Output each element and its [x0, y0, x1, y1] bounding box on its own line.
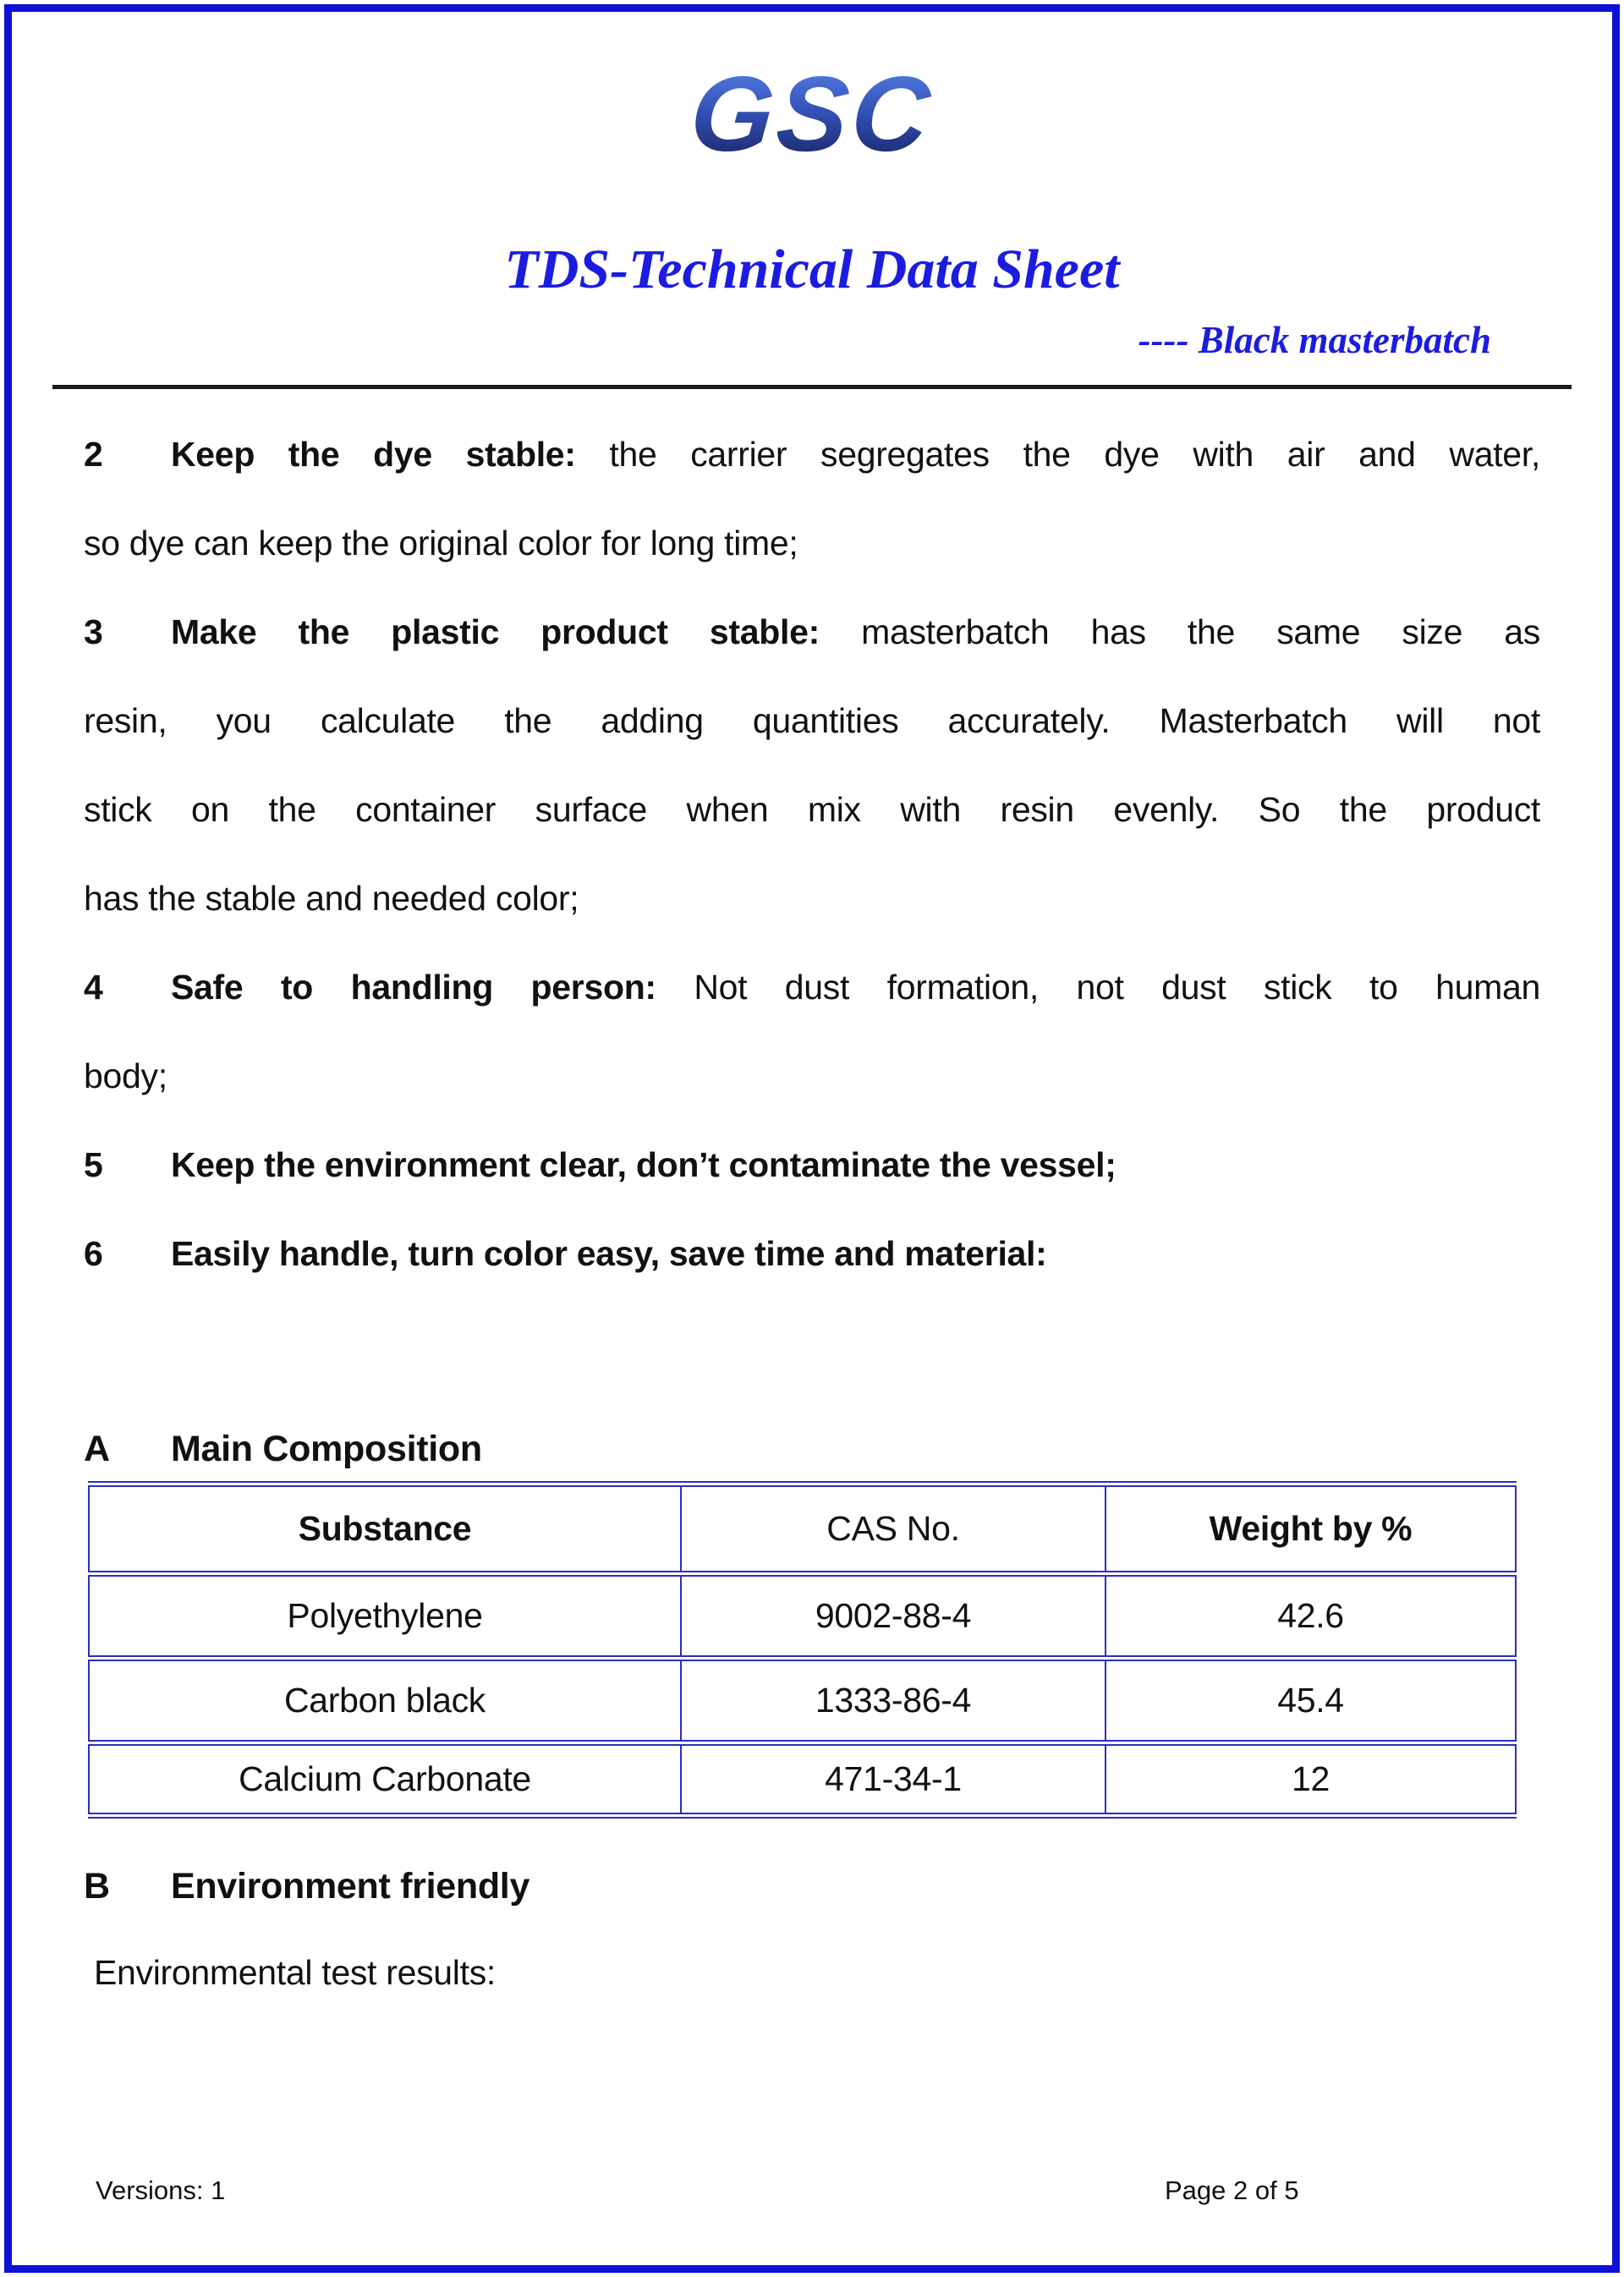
- item-number: 2: [84, 435, 103, 474]
- table-row: [89, 1574, 1516, 1659]
- table-cell-cas: 1333-86-4: [681, 1659, 1106, 1743]
- section-label: B: [84, 1866, 110, 1907]
- section-a-heading: [84, 1424, 1540, 1474]
- logo-container: [84, 54, 1540, 190]
- item-text: the carrier segregates the dye with air and water,: [575, 435, 1540, 474]
- header-divider: [52, 385, 1572, 389]
- item-number: 3: [84, 612, 103, 651]
- item-text: has the stable and needed color;: [84, 879, 579, 918]
- item-text: body;: [84, 1056, 167, 1095]
- section-label: A: [84, 1429, 110, 1469]
- page-footer: [96, 2175, 1528, 2206]
- table-cell-substance: Carbon black: [89, 1659, 681, 1743]
- item-text: so dye can keep the original color for long time;: [84, 524, 798, 562]
- table-header-weight: Weight by %: [1106, 1484, 1516, 1574]
- body-line: [84, 765, 1540, 854]
- item-heading: Keep the environment clear, don’t contaminate the vessel;: [171, 1145, 1116, 1184]
- table-cell-cas: 9002-88-4: [681, 1574, 1106, 1659]
- body-line: [84, 943, 1540, 1032]
- body-line: [84, 499, 1540, 588]
- table-cell-cas: 471-34-1: [681, 1743, 1106, 1816]
- body-line: [84, 410, 1540, 499]
- table-cell-weight: 12: [1106, 1743, 1516, 1816]
- body-line: [84, 1032, 1540, 1121]
- table-cell-substance: Polyethylene: [89, 1574, 681, 1659]
- section-title: Environment friendly: [171, 1866, 530, 1907]
- body-line: [84, 854, 1540, 943]
- body-line: [84, 1121, 1540, 1210]
- item-number: 5: [84, 1145, 103, 1184]
- composition-table: [88, 1481, 1517, 1819]
- body-line: [84, 1210, 1540, 1298]
- env-test-label: Environmental test results:: [94, 1953, 496, 1992]
- item-heading: Easily handle, turn color easy, save time and material:: [171, 1234, 1047, 1273]
- item-heading: Safe to handling person:: [171, 968, 656, 1007]
- body-line: [84, 677, 1540, 765]
- table-row: [89, 1659, 1516, 1743]
- gsc-logo: GSC: [686, 54, 938, 173]
- page-subtitle: ---- Black masterbatch: [1138, 319, 1491, 361]
- table-header-cas: CAS No.: [681, 1484, 1106, 1574]
- item-text: masterbatch has the same size as: [819, 612, 1540, 651]
- item-number: 4: [84, 968, 103, 1007]
- table-cell-substance: Calcium Carbonate: [89, 1743, 681, 1816]
- item-heading: Keep the dye stable:: [171, 435, 576, 474]
- page-title: TDS-Technical Data Sheet: [504, 239, 1120, 300]
- body-line: [84, 588, 1540, 677]
- table-row: [89, 1743, 1516, 1816]
- footer-versions: Versions: 1: [96, 2175, 226, 2205]
- footer-page-number: Page 2 of 5: [1165, 2175, 1299, 2205]
- item-number: 6: [84, 1234, 103, 1273]
- table-cell-weight: 45.4: [1106, 1659, 1516, 1743]
- item-text: stick on the container surface when mix with resin evenly. So the product: [84, 790, 1540, 829]
- table-header-row: [89, 1484, 1516, 1574]
- section-b-heading: [84, 1861, 1540, 1912]
- table-cell-weight: 42.6: [1106, 1574, 1516, 1659]
- item-heading: Make the plastic product stable:: [171, 612, 820, 651]
- body-text: [84, 410, 1540, 1298]
- item-text: resin, you calculate the adding quantities accurately. Masterbatch will not: [84, 701, 1540, 740]
- section-title: Main Composition: [171, 1429, 482, 1469]
- table-header-substance: Substance: [89, 1484, 681, 1574]
- item-text: Not dust formation, not dust stick to human: [656, 968, 1540, 1007]
